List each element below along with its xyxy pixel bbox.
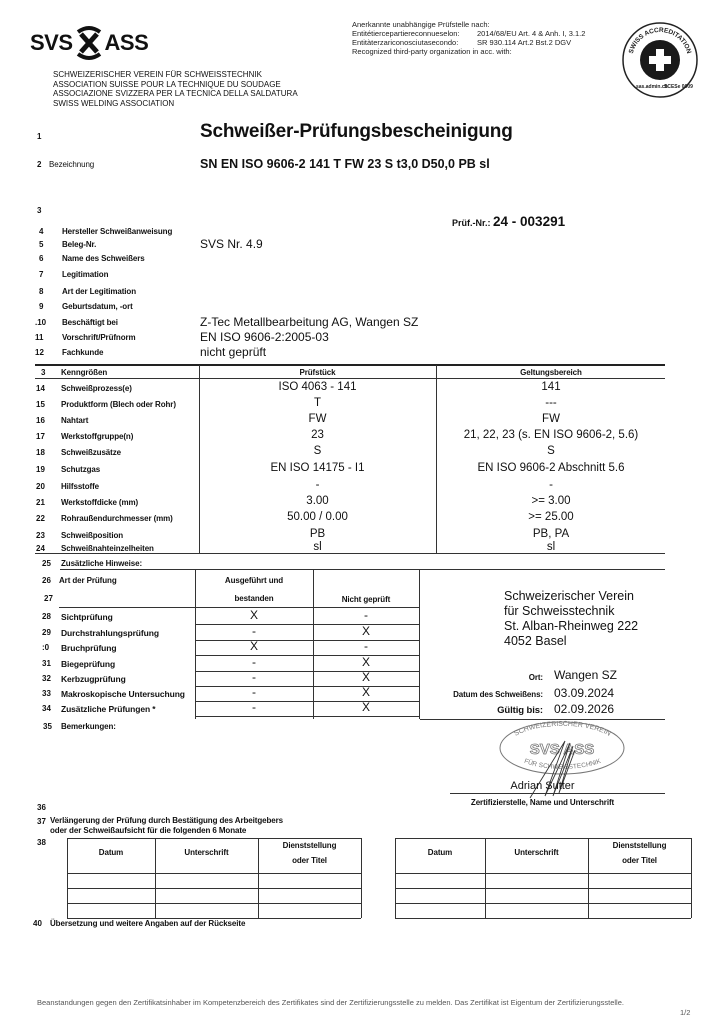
row-number: .10 <box>35 318 47 327</box>
row-number: 1 <box>37 132 42 141</box>
table-divider <box>691 838 692 918</box>
row-number: 20 <box>36 482 45 491</box>
footer-disclaimer: Beanstandungen gegen den Zertifikatsinhaber im Kompetenzbereich des Zertifikates sind der Zertifizierungsstelle zu melden. Das Zertifikat ist Eigentum der Zertifizierungsstelle. <box>37 998 624 1007</box>
weld-date-label: Datum des Schweißens: <box>453 690 543 699</box>
params-header-test-piece: Prüfstück <box>299 368 336 377</box>
row-number: 17 <box>36 432 45 441</box>
accreditation-label-it: Entitàterzariconosciutasecondo: <box>352 38 459 47</box>
row-number: 32 <box>42 674 51 683</box>
test-not-tested-mark: X <box>361 685 370 699</box>
row-number: 19 <box>36 465 45 474</box>
row-number: 11 <box>35 333 44 342</box>
row-number: 3 <box>41 368 46 377</box>
test-type-header: Art der Prüfung <box>59 576 117 585</box>
accreditation-statement <box>352 20 585 56</box>
accreditation-line-en: Recognized third-party organization in acc. with: <box>352 47 512 56</box>
table-divider <box>35 553 665 554</box>
address-line: St. Alban-Rheinweg 222 <box>504 619 639 633</box>
test-label: Sichtprüfung <box>61 612 113 622</box>
row-number: 40 <box>33 919 42 928</box>
row-number: 4 <box>39 227 44 236</box>
col-date-header: Datum <box>98 848 124 857</box>
param-range-value: sl <box>546 541 556 553</box>
col-title-header-line2: oder Titel <box>622 856 657 865</box>
test-not-tested-mark: - <box>364 608 368 622</box>
address-line: 4052 Basel <box>504 634 567 648</box>
logo-text-left: SVS <box>30 30 73 55</box>
svg-text:SCESe 0009: SCESe 0009 <box>664 84 693 90</box>
row-number: 9 <box>39 302 44 311</box>
row-number: 16 <box>36 416 45 425</box>
valid-until-value: 02.09.2026 <box>554 702 615 716</box>
field-value: Z-Tec Metallbearbeitung AG, Wangen SZ <box>200 315 419 329</box>
table-divider <box>361 838 362 918</box>
param-label: Schweißzusätze <box>61 448 121 457</box>
test-passed-mark: - <box>252 655 256 669</box>
param-range-value: - <box>549 479 553 491</box>
page-number: 1/2 <box>680 1008 691 1017</box>
row-number: 3 <box>37 206 42 215</box>
test-passed-mark: X <box>249 639 258 653</box>
row-number: 23 <box>36 531 45 540</box>
place-value: Wangen SZ <box>554 668 617 682</box>
test-label: Makroskopische Untersuchung <box>61 689 185 699</box>
row-number: 21 <box>36 498 45 507</box>
svs-logo <box>30 25 148 61</box>
svg-text:SVS ASS: SVS ASS <box>529 741 595 758</box>
param-range-value: >= 3.00 <box>531 495 571 507</box>
logo-text-right: ASS <box>104 30 149 55</box>
designation-label: Bezeichnung <box>49 160 95 169</box>
param-range-value: 21, 22, 23 (s. EN ISO 9606-2, 5.6) <box>463 429 639 441</box>
param-label: Schweißnahteinzelheiten <box>61 544 154 553</box>
param-label: Schweißprozess(e) <box>61 384 132 393</box>
col-signature-header: Unterschrift <box>514 848 559 857</box>
table-divider <box>35 364 665 366</box>
field-value: SVS Nr. 4.9 <box>200 237 263 251</box>
table-divider <box>67 888 361 889</box>
not-tested-header: Nicht geprüft <box>341 595 391 604</box>
param-label: Schweißposition <box>61 531 124 540</box>
valid-until-label: Gültig bis: <box>497 705 543 716</box>
param-range-value: --- <box>545 397 557 409</box>
row-number: 36 <box>37 803 46 812</box>
param-test-value: - <box>315 479 320 491</box>
field-label: Geburtsdatum, -ort <box>62 302 133 311</box>
association-name-en: SWISS WELDING ASSOCIATION <box>53 98 175 108</box>
row-number: 5 <box>39 240 44 249</box>
signature-caption: Zertifizierstelle, Name und Unterschrift <box>470 798 615 807</box>
extension-text <box>50 816 283 835</box>
field-value: EN ISO 9606-2:2005-03 <box>200 330 329 344</box>
field-label: Beleg-Nr. <box>62 240 97 249</box>
signatory-name: Adrian Sutter <box>510 780 575 792</box>
table-divider <box>199 365 200 553</box>
row-number: 2 <box>37 160 42 169</box>
param-range-value: FW <box>542 413 560 425</box>
table-divider <box>395 888 691 889</box>
row-number: 24 <box>36 544 45 553</box>
row-number: 31 <box>42 659 51 668</box>
table-divider <box>395 873 691 874</box>
test-passed-mark: X <box>249 608 258 622</box>
col-title-header-line1: Dienststellung <box>282 841 337 850</box>
test-not-tested-mark: X <box>361 624 370 638</box>
passed-header-line1: Ausgeführt und <box>224 576 284 585</box>
row-number: 28 <box>42 612 51 621</box>
param-label: Produktform (Blech oder Rohr) <box>61 400 176 409</box>
param-test-value: EN ISO 14175 - I1 <box>270 462 365 474</box>
association-name-fr: ASSOCIATION SUISSE POUR LA TECHNIQUE DU SOUDAGE <box>53 79 281 89</box>
table-divider <box>60 569 665 570</box>
row-number: 38 <box>37 838 46 847</box>
row-number: 12 <box>35 348 44 357</box>
signature-line <box>450 793 665 794</box>
passed-header-line2: bestanden <box>234 594 274 603</box>
table-divider <box>395 838 691 839</box>
row-number: 25 <box>42 559 51 568</box>
test-passed-mark: - <box>252 700 256 714</box>
param-test-value: 23 <box>311 429 324 441</box>
row-number: 26 <box>42 576 51 585</box>
test-passed-mark: - <box>252 685 256 699</box>
designation-value: SN EN ISO 9606-2 141 T FW 23 S t3,0 D50,0 PB sl <box>200 157 490 171</box>
row-number: 22 <box>36 514 45 523</box>
table-divider <box>395 903 691 904</box>
params-header-label: Kenngrößen <box>61 368 108 377</box>
test-number <box>452 214 565 229</box>
accreditation-value-fr: 2014/68/EU Art. 4 & Anh. I, 3.1.2 <box>477 29 586 38</box>
param-label: Hilfsstoffe <box>61 482 100 491</box>
col-title-header-line1: Dienststellung <box>612 841 667 850</box>
association-name-de: SCHWEIZERISCHER VEREIN FÜR SCHWEISSTECHNIK <box>53 70 262 79</box>
row-number: 15 <box>36 400 45 409</box>
param-test-value: ISO 4063 - 141 <box>278 381 357 393</box>
test-label: Biegeprüfung <box>61 659 116 669</box>
field-label: Hersteller Schweißanweisung <box>62 227 173 236</box>
test-number-label: Prüf.-Nr.: <box>452 218 491 228</box>
field-label: Vorschrift/Prüfnorm <box>62 333 136 342</box>
param-range-value: >= 25.00 <box>528 511 574 523</box>
row-number: 18 <box>36 448 45 457</box>
row-number: 14 <box>36 384 45 393</box>
test-passed-mark: - <box>252 624 256 638</box>
place-label: Ort: <box>528 673 543 682</box>
field-label: Beschäftigt bei <box>62 318 118 327</box>
test-not-tested-mark: X <box>361 670 370 684</box>
svg-text:sas.admin.ch: sas.admin.ch <box>636 84 668 90</box>
certifier-address <box>504 589 638 649</box>
param-range-value: PB, PA <box>532 528 570 540</box>
table-divider <box>195 716 420 717</box>
row-number: 29 <box>42 628 51 637</box>
association-names <box>53 70 298 108</box>
svg-text:SWISS ACCREDITATION: SWISS ACCREDITATION <box>627 26 693 55</box>
accreditation-label-fr: Entitétiercepartiereconnueselon: <box>352 29 460 38</box>
table-divider <box>67 873 361 874</box>
table-divider <box>258 838 259 918</box>
param-range-value: S <box>547 445 555 457</box>
test-not-tested-mark: - <box>364 639 368 653</box>
test-passed-mark: - <box>252 670 256 684</box>
param-label: Nahtart <box>61 416 89 425</box>
remarks-label: Bemerkungen: <box>61 722 116 731</box>
field-label: Fachkunde <box>62 348 104 357</box>
row-number: 8 <box>39 287 44 296</box>
field-value: nicht geprüft <box>200 345 267 359</box>
address-line: für Schweisstechnik <box>504 604 615 618</box>
accreditation-value-it: SR 930.114 Art.2 Bst.2 DGV <box>477 38 572 47</box>
field-label: Name des Schweißers <box>62 254 145 263</box>
page-title: Schweißer-Prüfungsbescheinigung <box>200 121 513 142</box>
row-number: 27 <box>44 594 53 603</box>
additional-notes-label: Zusätzliche Hinweise: <box>61 559 143 568</box>
accreditation-line: Anerkannte unabhängige Prüfstelle nach: <box>352 20 490 29</box>
param-test-value: 3.00 <box>306 495 329 507</box>
test-not-tested-mark: X <box>361 700 370 714</box>
svs-x-emblem-icon <box>75 25 103 61</box>
test-label: Durchstrahlungsprüfung <box>61 628 159 638</box>
param-label: Werkstoffgruppe(n) <box>61 432 134 441</box>
param-label: Werkstoffdicke (mm) <box>61 498 139 507</box>
field-label: Art der Legitimation <box>62 287 137 296</box>
field-label: Legitimation <box>62 270 109 279</box>
param-test-value: PB <box>309 528 326 540</box>
test-not-tested-mark: X <box>361 655 370 669</box>
row-number: 33 <box>42 689 51 698</box>
extension-text-line: oder der Schweißaufsicht für die folgenden 6 Monate <box>50 825 247 835</box>
row-number: 6 <box>39 254 44 263</box>
param-test-value: T <box>313 397 322 409</box>
col-date-header: Datum <box>427 848 453 857</box>
param-test-value: FW <box>308 413 327 425</box>
table-divider <box>67 903 361 904</box>
row-number: 34 <box>42 704 51 713</box>
param-test-value: 50.00 / 0.00 <box>287 511 348 523</box>
param-label: Schutzgas <box>61 465 101 474</box>
param-test-value: sl <box>313 541 322 553</box>
row-number: 35 <box>43 722 52 731</box>
table-divider <box>35 378 665 379</box>
col-signature-header: Unterschrift <box>184 848 229 857</box>
address-line: Schweizerischer Verein <box>504 589 634 603</box>
table-divider <box>436 365 437 553</box>
svg-text:FÜR SCHWEISSTECHNIK: FÜR SCHWEISSTECHNIK <box>523 757 602 771</box>
row-number: :0 <box>42 643 50 652</box>
test-number-value: 24 - 003291 <box>493 214 566 229</box>
back-page-note: Übersetzung und weitere Angaben auf der Rückseite <box>50 919 246 928</box>
extension-text-line: Verlängerung der Prüfung durch Bestätigung des Arbeitgebers <box>50 816 283 825</box>
swiss-accreditation-badge-icon <box>620 20 700 100</box>
row-number: 37 <box>37 817 46 826</box>
table-divider <box>395 918 691 919</box>
param-range-value: EN ISO 9606-2 Abschnitt 5.6 <box>477 462 625 474</box>
test-label: Bruchprüfung <box>61 643 117 653</box>
row-number: 7 <box>39 270 44 279</box>
table-divider <box>67 838 361 839</box>
param-label: Rohraußendurchmesser (mm) <box>61 514 173 523</box>
param-range-value: 141 <box>541 381 561 393</box>
params-header-range: Geltungsbereich <box>520 368 582 377</box>
svg-text:SCHWEIZERISCHER VEREIN: SCHWEIZERISCHER VEREIN <box>513 720 612 738</box>
param-test-value: S <box>313 445 322 457</box>
col-title-header-line2: oder Titel <box>292 856 327 865</box>
weld-date-value: 03.09.2024 <box>554 686 615 700</box>
test-label: Kerbzugprüfung <box>61 674 126 684</box>
table-divider <box>588 838 589 918</box>
test-label: Zusätzliche Prüfungen * <box>61 704 156 714</box>
association-name-it: ASSOCIAZIONE SVIZZERA PER LA TECNICA DELLA SALDATURA <box>53 89 298 98</box>
